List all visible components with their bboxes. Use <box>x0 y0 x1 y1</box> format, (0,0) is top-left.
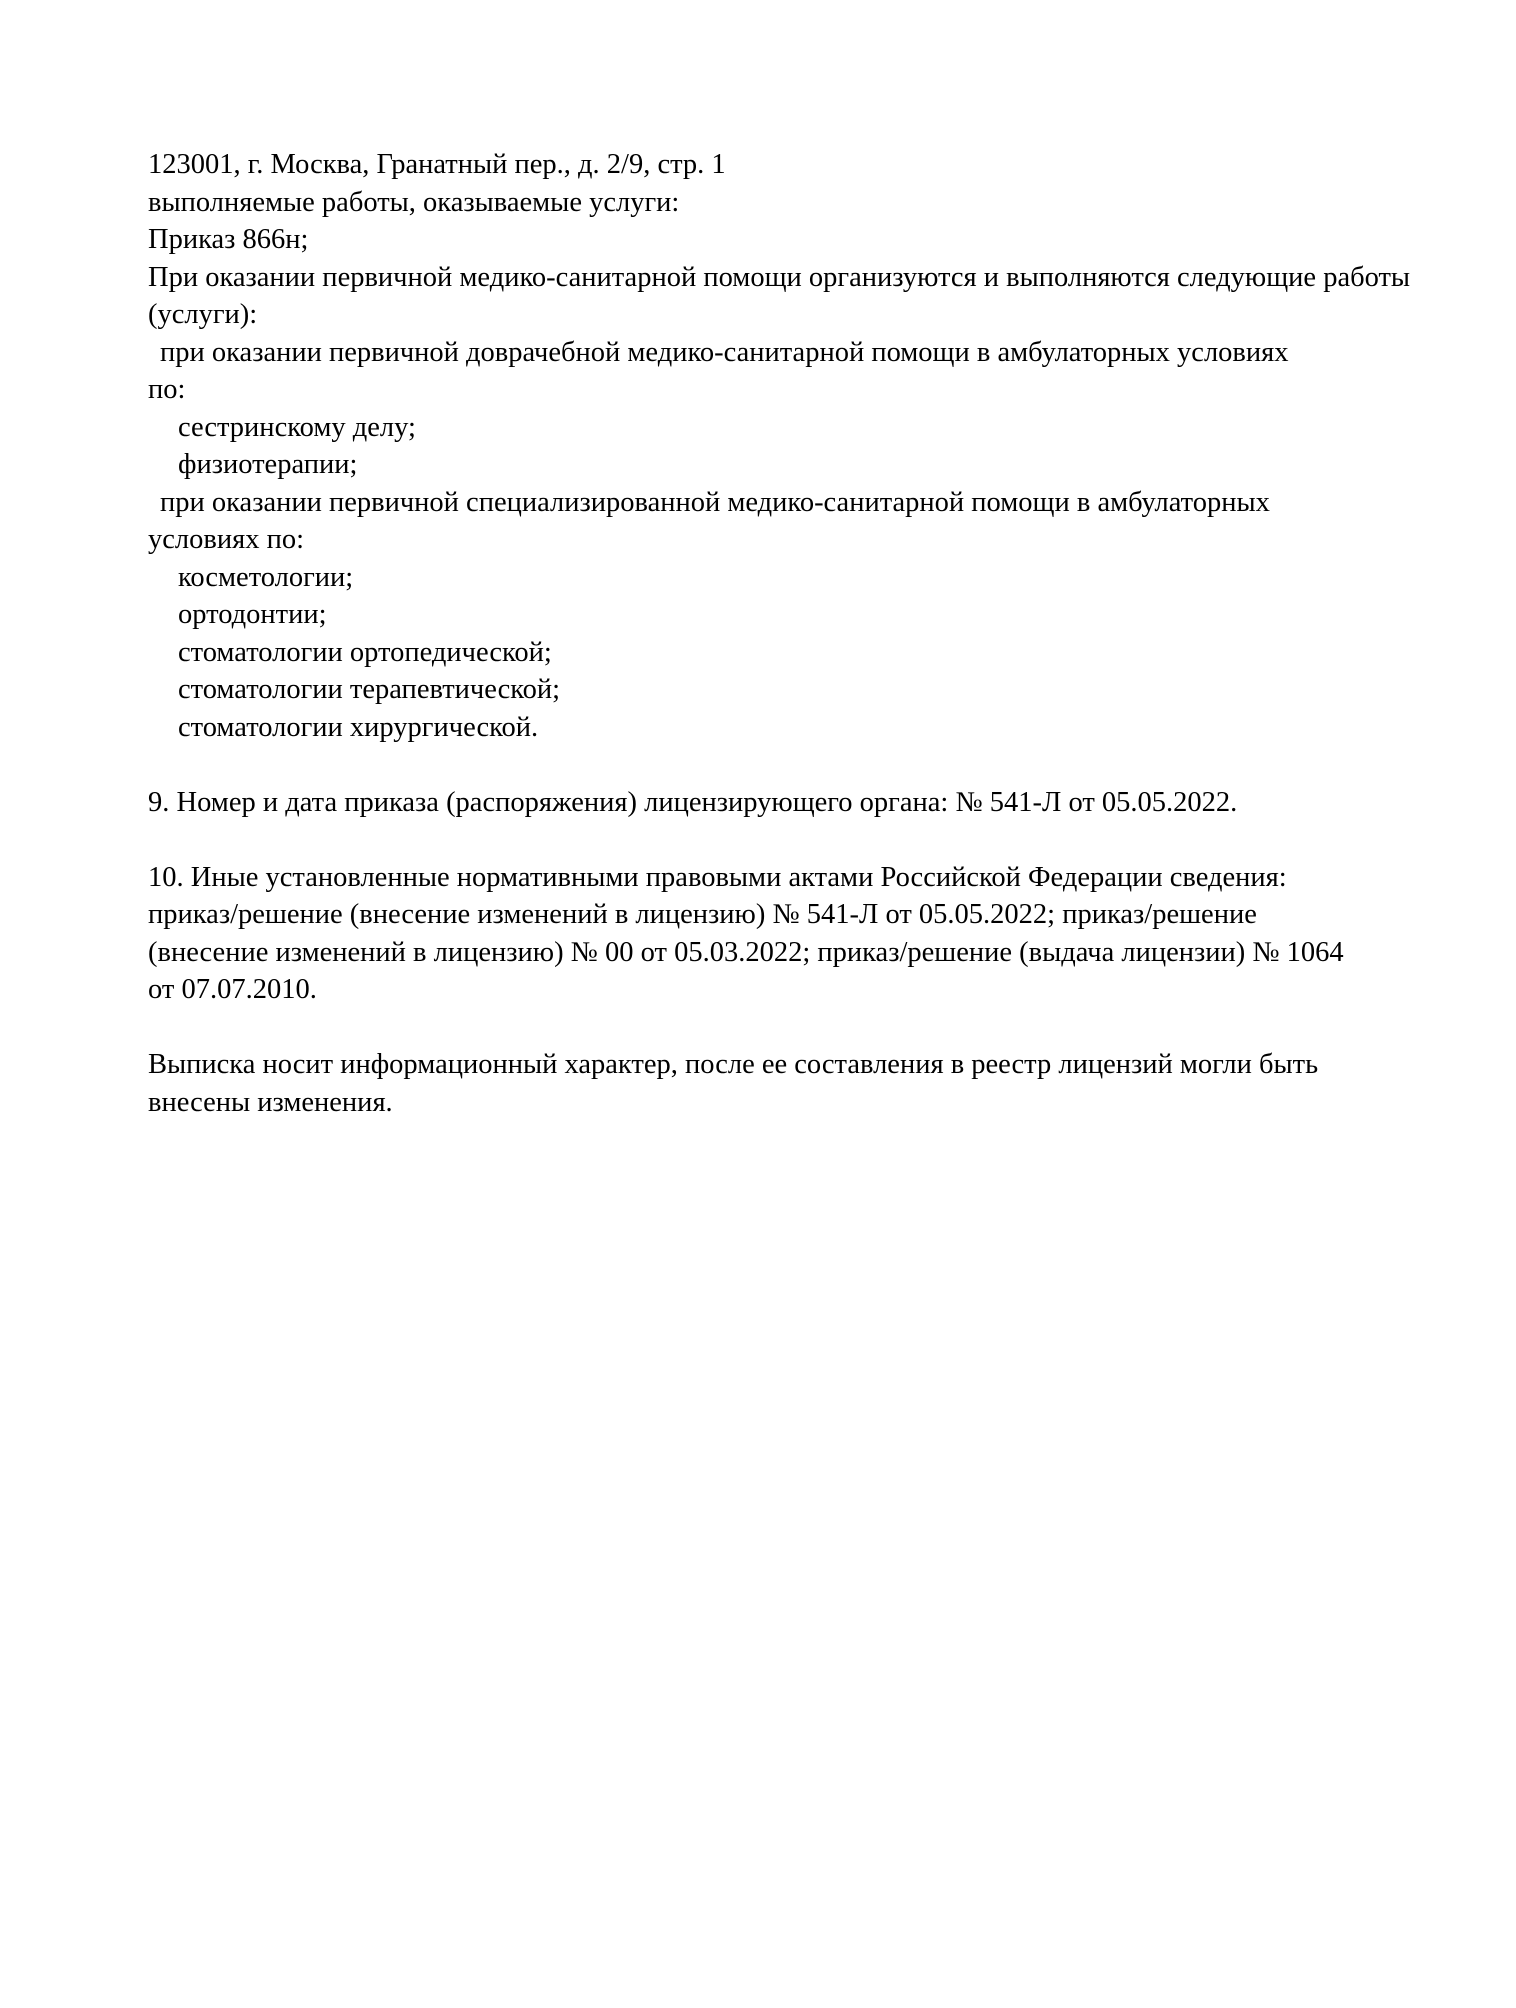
group2-item: стоматологии терапевтической; <box>178 674 561 705</box>
section-10-line4: от 07.07.2010. <box>148 974 317 1005</box>
section-10-line3: (внесение изменений в лицензию) № 00 от 05.03.2022; приказ/решение (выдача лицензии) № 1064 <box>148 936 1344 968</box>
disclaimer-line1: Выписка носит информационный характер, после ее составления в реестр лицензий могли быть <box>148 1049 1319 1080</box>
section-10-line1: 10. Иные установленные нормативными правовыми актами Российской Федерации сведения: <box>148 861 1287 893</box>
group2-heading-line1: при оказании первичной специализированной медико-санитарной помощи в амбулаторных <box>160 486 1270 518</box>
group2-heading-line2: условиях по: <box>148 524 304 555</box>
group2-item: косметологии; <box>178 561 354 593</box>
group1-heading-line1: при оказании первичной доврачебной медико-санитарной помощи в амбулаторных условиях <box>160 336 1289 368</box>
intro-paragraph: При оказании первичной медико-санитарной помощи организуются и выполняются следующие работы (услуги): <box>148 261 1411 330</box>
group2-item: ортодонтии; <box>178 599 327 630</box>
group1-item: физиотерапии; <box>178 449 358 480</box>
section-9: 9. Номер и дата приказа (распоряжения) лицензирующего органа: № 541-Л от 05.05.2022. <box>148 786 1238 818</box>
spacer <box>148 1009 1448 1047</box>
works-label: выполняемые работы, оказываемые услуги: <box>148 186 680 218</box>
group1-item: сестринскому делу; <box>178 411 416 443</box>
group2-item: стоматологии хирургической. <box>178 711 539 743</box>
group2-item: стоматологии ортопедической; <box>178 636 552 668</box>
document-page <box>148 146 1448 1121</box>
group1-heading-line2: по: <box>148 374 186 405</box>
section-10-line2: приказ/решение (внесение изменений в лицензию) № 541-Л от 05.05.2022; приказ/решение <box>148 899 1257 930</box>
spacer <box>148 821 1448 859</box>
disclaimer-line2: внесены изменения. <box>148 1086 393 1118</box>
address-line: 123001, г. Москва, Гранатный пер., д. 2/9, стр. 1 <box>148 149 726 180</box>
spacer <box>148 746 1448 784</box>
order-reference: Приказ 866н; <box>148 224 309 255</box>
